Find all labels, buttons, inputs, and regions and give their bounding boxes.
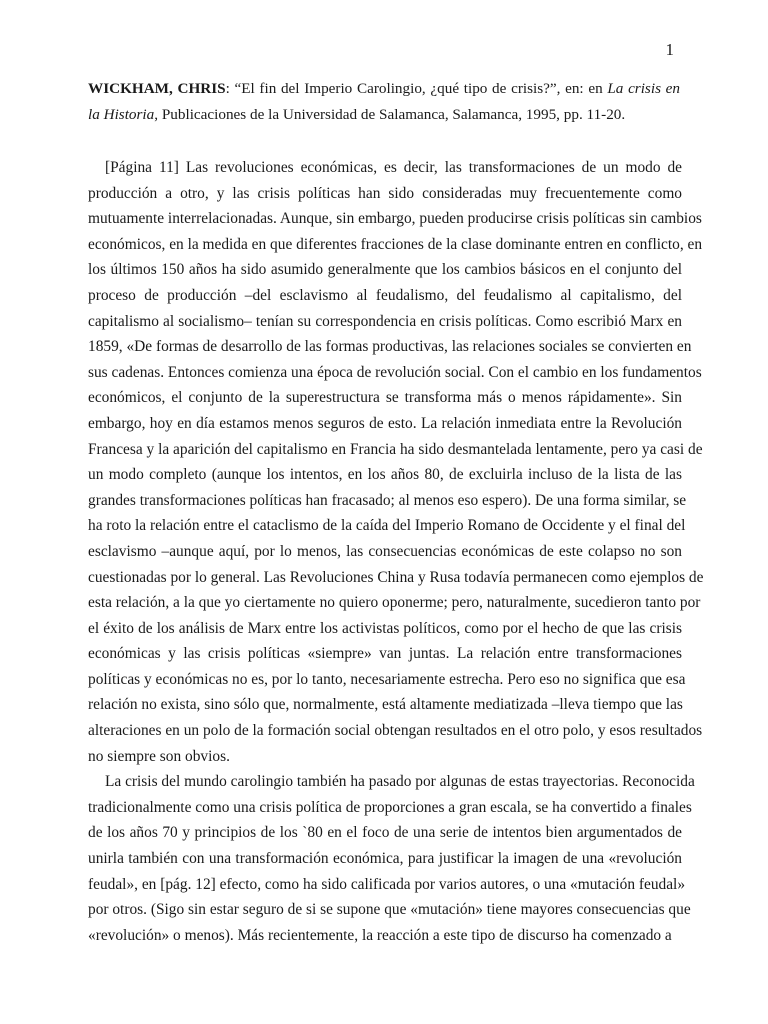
- page-number: 1: [665, 40, 674, 59]
- text-line: los últimos 150 años ha sido asumido generalmente que los cambios básicos en el conjunto del: [88, 261, 682, 279]
- text-line: cuestionadas por lo general. Las Revoluciones China y Rusa todavía permanecen como ejemplos de: [88, 568, 704, 586]
- body-text: [88, 155, 704, 948]
- text-line: [Página 11] Las revoluciones económicas, es decir, las transformaciones de un modo de: [105, 159, 682, 176]
- text-line: por otros. (Sigo sin estar seguro de si se supone que «mutación» tiene mayores consecuencias que: [88, 901, 691, 919]
- citation-publication: , Publicaciones de la Universidad de Salamanca, Salamanca, 1995, pp. 11-20.: [154, 105, 626, 123]
- text-line: económicos, el conjunto de la superestructura se transforma más o menos rápidamente». Sin: [88, 389, 682, 407]
- citation-author: WICKHAM, CHRIS: [88, 80, 226, 97]
- text-line: de los años 70 y principios de los `80 en el foco de una serie de intentos bien argumentados de: [88, 824, 682, 842]
- text-line: feudal», en [pág. 12] efecto, como ha sido calificada por varios autores, o una «mutación feudal»: [88, 875, 686, 893]
- text-line: La crisis del mundo carolingio también ha pasado por algunas de estas trayectorias. Reconocida: [105, 773, 695, 791]
- text-line: tradicionalmente como una crisis política de proporciones a gran escala, se ha convertido a finales: [88, 798, 692, 816]
- text-line: unirla también con una transformación económica, para justificar la imagen de una «revolución: [88, 850, 682, 868]
- text-line: relación no exista, sino sólo que, normalmente, está altamente mediatizada –lleva tiempo que las: [88, 696, 683, 714]
- text-line: grandes transformaciones políticas han fracasado; al menos eso espero). De una forma similar, se: [88, 491, 687, 509]
- text-line: esta relación, a la que yo ciertamente no quiero oponerme; pero, naturalmente, sucedieron tanto por: [88, 594, 701, 612]
- citation: [88, 76, 680, 127]
- text-line: el éxito de los análisis de Marx entre los activistas políticos, como por el hecho de que las crisis: [88, 619, 682, 637]
- text-line: Francesa y la aparición del capitalismo en Francia ha sido desmantelada lentamente, pero ya casi de: [88, 440, 703, 458]
- text-line: alteraciones en un polo de la formación social obtengan resultados en el otro polo, y esos resultados: [88, 722, 703, 740]
- paragraph: [88, 155, 704, 769]
- text-line: económicos, en la medida en que diferentes fracciones de la clase dominante entren en conflicto, en: [88, 235, 703, 253]
- text-line: capitalismo al socialismo– tenían su correspondencia en crisis políticas. Como escribió Marx en: [88, 312, 682, 330]
- text-line: sus cadenas. Entonces comienza una época de revolución social. Con el cambio en los fundamentos: [88, 363, 702, 381]
- text-line: embargo, hoy en día estamos menos seguros de esto. La relación inmediata entre la Revolución: [88, 414, 682, 432]
- text-line: producción a otro, y las crisis políticas han sido consideradas muy frecuentemente como: [88, 184, 682, 202]
- text-line: esclavismo –aunque aquí, por lo menos, las consecuencias económicas de este colapso no son: [88, 542, 682, 560]
- paragraph: [88, 769, 695, 948]
- text-line: económicas y las crisis políticas «siempre» van juntas. La relación entre transformaciones: [88, 645, 682, 663]
- citation-book-title: La crisis en la Historia: [88, 80, 680, 123]
- text-line: «revolución» o menos). Más recientemente, la reacción a este tipo de discurso ha comenzado a: [88, 926, 672, 944]
- text-line: proceso de producción –del esclavismo al feudalismo, del feudalismo al capitalismo, del: [88, 286, 682, 304]
- text-line: un modo completo (aunque los intentos, en los años 80, de excluirla incluso de la lista de las: [88, 466, 682, 484]
- text-line: políticas y económicas no es, por lo tanto, necesariamente estrecha. Pero eso no significa que esa: [88, 670, 686, 688]
- text-line: no siempre son obvios.: [88, 747, 230, 765]
- citation-title: : “El fin del Imperio Carolingio, ¿qué tipo de crisis?”, en: en: [225, 80, 608, 97]
- text-line: mutuamente interrelacionadas. Aunque, sin embargo, pueden producirse crisis políticas sin cambios: [88, 210, 702, 228]
- text-line: 1859, «De formas de desarrollo de las formas productivas, las relaciones sociales se convierten en: [88, 338, 692, 356]
- text-line: ha roto la relación entre el cataclismo de la caída del Imperio Romano de Occidente y el final del: [88, 517, 686, 535]
